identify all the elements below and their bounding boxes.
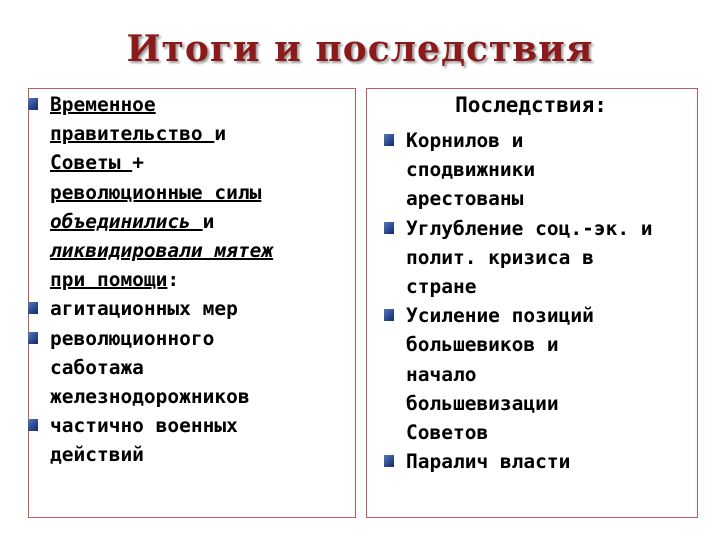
text-line: [50, 236, 362, 265]
list-item: [22, 411, 362, 469]
square-bullet-icon: [28, 332, 38, 344]
text-line: большевизации: [406, 391, 559, 415]
text-line: [50, 119, 362, 148]
text: :: [167, 268, 180, 292]
text-line: [50, 148, 362, 177]
text-line: Усиление позиций: [406, 304, 594, 328]
text-line: [50, 207, 362, 236]
text-line: сподвижники: [406, 158, 536, 182]
text-line: [50, 178, 362, 207]
text: +: [132, 151, 144, 175]
underlined-text: при помощи: [50, 268, 168, 292]
text-line: [50, 90, 362, 119]
square-bullet-icon: [28, 419, 38, 431]
square-bullet-icon: [28, 98, 38, 110]
text-line: революционного: [50, 326, 215, 350]
text-line: Паралич власти: [406, 450, 571, 474]
text-line: Корнилов и: [406, 129, 524, 152]
square-bullet-icon: [384, 134, 394, 146]
underlined-text: правительство: [50, 122, 215, 146]
list-item: [378, 447, 708, 476]
square-bullet-icon: [384, 309, 394, 321]
list-item: [378, 214, 708, 302]
text-line: начало: [406, 362, 477, 386]
text-line: полит. кризиса в: [406, 245, 594, 269]
underlined-text: объединились: [50, 209, 203, 233]
text: и: [214, 122, 227, 146]
text: и: [202, 209, 215, 233]
underlined-text: революционные силы: [50, 180, 262, 204]
text-line: агитационных мер: [50, 297, 238, 321]
text-line: большевиков и: [406, 333, 559, 357]
text-line: действий: [50, 443, 144, 467]
text-line: [50, 265, 362, 294]
text-line: стране: [406, 275, 477, 299]
underlined-text: Временное: [50, 93, 156, 116]
square-bullet-icon: [384, 222, 394, 234]
consequences-heading: Последствия:: [455, 93, 607, 117]
results-list: [22, 90, 362, 470]
text-line: арестованы: [406, 187, 524, 211]
text-line: саботажа: [50, 355, 144, 379]
underlined-text: Советы: [50, 151, 133, 175]
list-item: [22, 324, 362, 412]
page-title: Итоги и последствия: [126, 28, 594, 70]
list-item: [378, 301, 708, 447]
text-line: Углубление соц.-эк. и: [406, 216, 653, 240]
square-bullet-icon: [28, 302, 38, 314]
square-bullet-icon: [384, 455, 394, 467]
list-item: [22, 90, 362, 294]
text-line: Советов: [406, 421, 489, 445]
text-line: частично военных: [50, 414, 238, 438]
text-line: железнодорожников: [50, 385, 250, 409]
consequences-list: [378, 126, 708, 476]
underlined-text: ликвидировали мятеж: [50, 239, 274, 263]
list-item: [378, 126, 708, 214]
list-item: [22, 294, 362, 323]
